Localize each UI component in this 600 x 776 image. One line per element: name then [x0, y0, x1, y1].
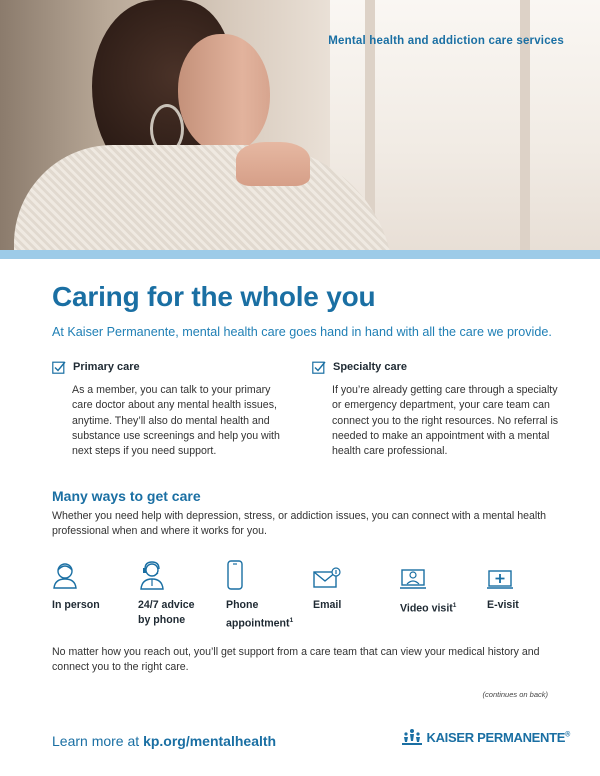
primary-care-section: [52, 360, 292, 459]
ways-intro: Whether you need help with depression, stress, or addiction issues, you can connect with a mental health professional when and where it works for you.: [52, 510, 547, 538]
way-label: [226, 598, 293, 632]
accent-band: [0, 250, 600, 259]
way-e-visit: [487, 560, 519, 613]
way-label-line2: by phone: [138, 614, 186, 626]
way-label: [400, 598, 456, 617]
e-visit-icon: [487, 560, 517, 592]
way-label-line2: appointment: [226, 617, 290, 630]
way-label-text: Video visit: [400, 602, 453, 615]
specialty-care-heading: [312, 360, 562, 374]
way-label-line1: Phone: [226, 599, 259, 611]
way-label-line1: 24/7 advice: [138, 599, 195, 611]
way-label: [138, 598, 195, 628]
way-video-visit: [400, 560, 456, 617]
specialty-care-section: [312, 360, 562, 459]
person-icon: [52, 560, 80, 592]
page-subtitle: At Kaiser Permanente, mental health care goes hand in hand with all the care we provide.: [52, 325, 552, 339]
hero-photo: [0, 0, 600, 250]
face-shape: [178, 34, 270, 154]
ways-heading: Many ways to get care: [52, 488, 201, 504]
logo-text: KAISER PERMANENTE: [426, 729, 566, 745]
way-advice-phone: [138, 560, 195, 628]
phone-icon: [226, 560, 246, 592]
learn-more: [52, 733, 276, 749]
learn-more-link[interactable]: kp.org/mentalhealth: [143, 733, 277, 749]
kaiser-permanente-logo: [402, 728, 571, 746]
specialty-care-label: Specialty care: [333, 361, 407, 373]
continues-note: (continues on back): [482, 690, 548, 699]
way-label: In person: [52, 599, 100, 611]
footnote-mark: 1: [452, 602, 457, 609]
closing-text: No matter how you reach out, you’ll get support from a care team that can view your medical history and connect you to the right care.: [52, 646, 540, 674]
way-in-person: [52, 560, 100, 613]
hero-tagline: Mental health and addiction care services: [328, 35, 564, 47]
checkbox-icon: [312, 360, 326, 374]
logo-wordmark: [427, 730, 571, 745]
advice-nurse-icon: [138, 560, 166, 592]
hand-shape: [236, 142, 310, 186]
ways-row: [0, 560, 600, 630]
checkbox-icon: [52, 360, 66, 374]
video-visit-icon: [400, 560, 430, 592]
specialty-care-body: If you’re already getting care through a specialty or emergency department, your care team can connect you to the right resources. No referral is needed to make an appointment with a mental health care professional.: [332, 384, 559, 458]
footnote-mark: 1: [289, 617, 294, 624]
way-email: [313, 560, 343, 613]
way-label: Email: [313, 599, 342, 611]
way-label: E-visit: [487, 599, 519, 611]
primary-care-body: As a member, you can talk to your primary care doctor about any mental health issues, anytime. They’ll also do mental health and substance use screenings and help you with next steps if you need support.: [72, 384, 280, 458]
kp-logo-icon: [402, 728, 422, 746]
primary-care-label: Primary care: [73, 361, 140, 373]
way-phone-appointment: [226, 560, 293, 632]
email-icon: [313, 560, 343, 592]
learn-more-prefix: Learn more at: [52, 733, 144, 749]
registered-mark: ®: [565, 731, 570, 739]
page-title: Caring for the whole you: [52, 281, 376, 312]
primary-care-heading: [52, 360, 292, 374]
